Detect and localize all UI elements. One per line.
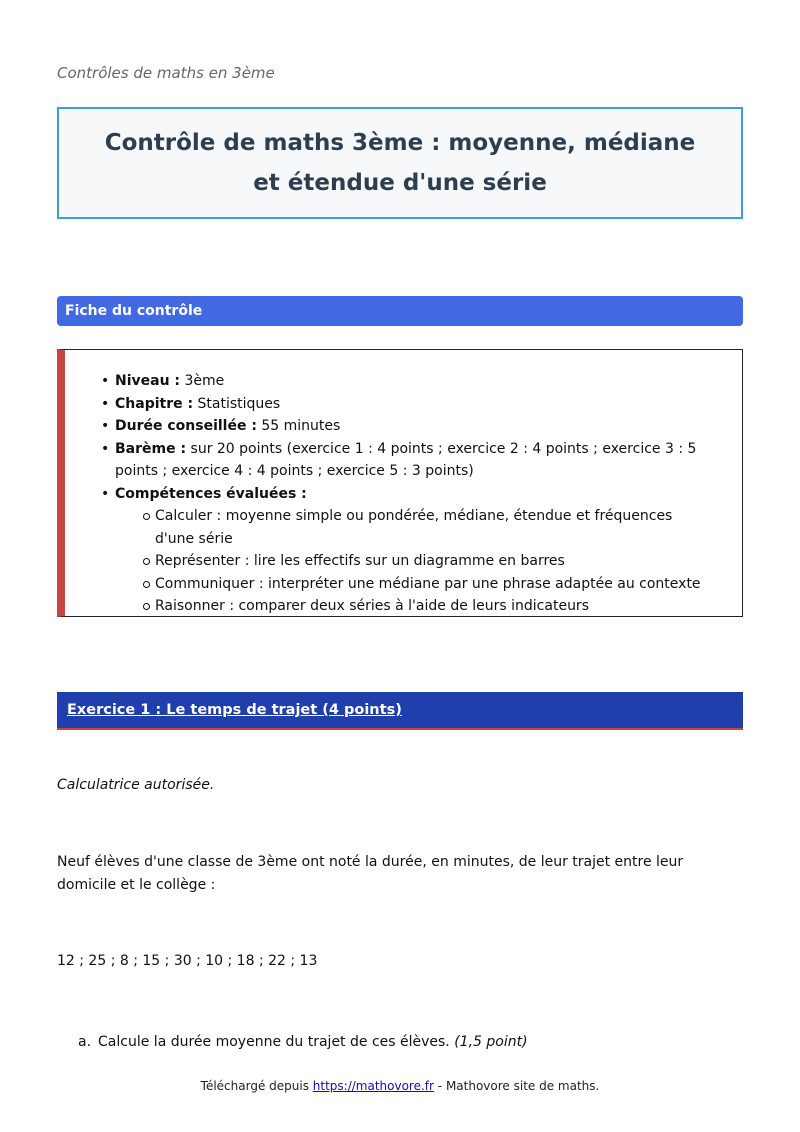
fiche-item-chapitre [115,393,715,416]
footer [0,1079,800,1093]
fiche-item-competences [115,483,715,618]
fiche-item-bareme [115,438,715,483]
fiche-label: Barème : [115,440,187,457]
footer-suffix: - Mathovore site de maths. [437,1079,600,1093]
competence-item: Représenter : lire les effectifs sur un diagramme en barres [155,550,715,573]
question-points: (1,5 point) [454,1034,528,1050]
exercise1-heading-text: Exercice 1 : Le temps de trajet (4 points) [67,702,402,718]
exercise1-note: Calculatrice autorisée. [57,777,215,793]
competence-item: Calculer : moyenne simple ou pondérée, médiane, étendue et fréquences d'une série [155,505,715,550]
fiche-box [57,349,743,617]
question-a [78,1034,528,1050]
page-header: Contrôles de maths en 3ème [57,64,275,82]
fiche-label: Compétences évaluées : [115,485,307,502]
fiche-list [115,370,715,618]
fiche-label: Niveau : [115,373,181,389]
question-text: Calcule la durée moyenne du trajet de ces élèves. [98,1034,450,1050]
fiche-label: Chapitre : [115,395,194,412]
competence-item: Raisonner : comparer deux séries à l'aide de leurs indicateurs [155,595,715,618]
fiche-label: Durée conseillée : [115,418,257,434]
competences-list [115,505,715,618]
fiche-heading: Fiche du contrôle [57,296,743,326]
fiche-value: sur 20 points (exercice 1 : 4 points ; exercice 2 : 4 points ; exercice 3 : 5 points ; exercice 4 : 4 points ; exercice 5 : 3 points) [115,440,697,479]
fiche-value: 3ème [184,373,225,389]
question-number: a. [78,1034,92,1050]
title-box [57,107,743,219]
page-title: Contrôle de maths 3ème : moyenne, médiane et étendue d'une série [104,130,696,196]
fiche-item-duree [115,415,715,438]
footer-prefix: Téléchargé depuis [200,1079,309,1093]
fiche-value: Statistiques [197,395,281,412]
fiche-item-niveau [115,370,715,393]
exercise1-series: 12 ; 25 ; 8 ; 15 ; 30 ; 10 ; 18 ; 22 ; 13 [57,953,318,969]
footer-link[interactable]: https://mathovore.fr [312,1079,434,1093]
competence-item: Communiquer : interpréter une médiane par une phrase adaptée au contexte [155,573,715,596]
fiche-value: 55 minutes [261,418,341,434]
exercise1-heading [57,692,743,730]
exercise1-statement: Neuf élèves d'une classe de 3ème ont noté la durée, en minutes, de leur trajet entre leur domicile et le collège : [57,854,684,893]
